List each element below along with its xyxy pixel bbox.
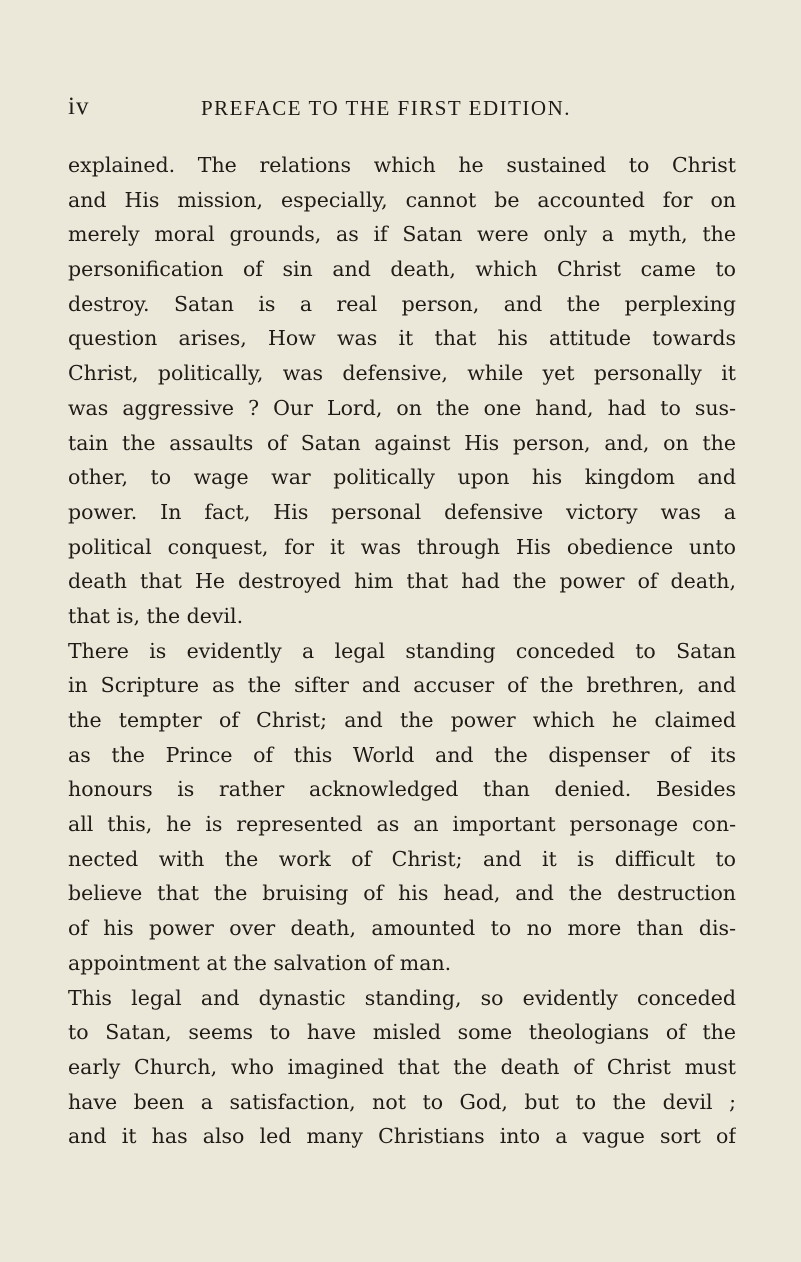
text-line: of his power over death, amounted to no more than dis- [68,916,736,941]
text-line: to Satan, seems to have misled some theologians of the [68,1020,736,1045]
running-head [68,93,736,123]
text-line: was aggressive ? Our Lord, on the one hand, had to sus- [68,395,736,420]
text-line: that is, the devil. [68,603,244,628]
text-line: power. In fact, His personal defensive victory was a [68,499,736,524]
text-line: tain the assaults of Satan against His person, and, on the [68,430,736,455]
text-line: nected with the work of Christ; and it is difficult to [68,846,736,871]
text-line: destroy. Satan is a real person, and the perplexing [68,291,736,316]
text-line: the tempter of Christ; and the power which he claimed [68,708,736,732]
page-number: iv [68,93,90,120]
text-line: This legal and dynastic standing, so evidently conceded [68,985,736,1010]
body-text [68,148,736,1154]
text-line: other, to wage war politically upon his kingdom and [68,465,736,490]
running-title: PREFACE TO THE FIRST EDITION. [201,96,572,120]
text-line: There is evidently a legal standing conceded to Satan [68,638,736,663]
text-line: have been a satisfaction, not to God, but to the devil ; [68,1089,736,1114]
text-line: all this, he is represented as an important personage con- [68,812,736,837]
text-line: political conquest, for it was through His obedience unto [68,534,736,559]
text-line: appointment at the salvation of man. [68,950,452,975]
text-line: honours is rather acknowledged than denied. Besides [68,777,736,802]
text-line: and it has also led many Christians into a vague sort of [68,1124,736,1149]
text-line: early Church, who imagined that the death of Christ must [68,1054,736,1079]
text-line: question arises, How was it that his attitude towards [68,326,736,351]
text-line: believe that the bruising of his head, and the destruction [68,881,736,906]
text-line: and His mission, especially, cannot be accounted for on [68,187,736,212]
text-line: as the Prince of this World and the dispenser of its [68,742,736,767]
text-line: merely moral grounds, as if Satan were only a myth, the [68,222,736,247]
text-line: personification of sin and death, which Christ came to [68,257,736,282]
text-line: Christ, politically, was defensive, while yet personally it [68,361,736,386]
text-line: in Scripture as the sifter and accuser of the brethren, and [68,673,736,698]
text-line: explained. The relations which he sustained to Christ [68,153,736,177]
text-line: death that He destroyed him that had the power of death, [68,569,736,594]
